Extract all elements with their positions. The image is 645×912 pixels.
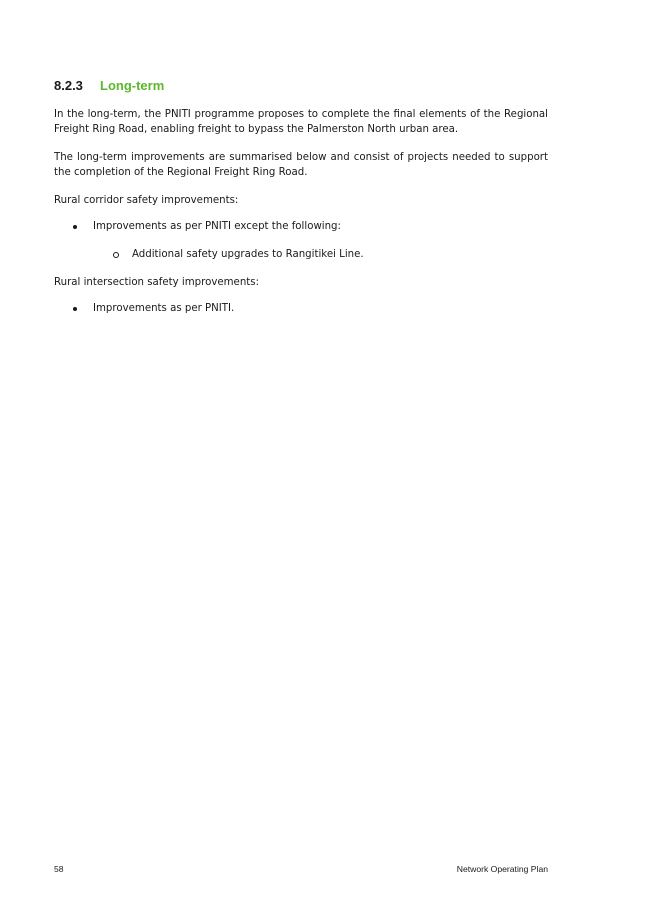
page-content bbox=[54, 78, 548, 329]
intro-paragraph: In the long-term, the PNITI programme proposes to complete the final elements of the Regional Freight Ring Road, enabling freight to bypass the Palmerston North urban area. bbox=[54, 109, 548, 135]
document-title: Network Operating Plan bbox=[456, 864, 548, 874]
summary-paragraph: The long-term improvements are summarised below and consist of projects needed to support the completion of the Regional Freight Ring Road. bbox=[54, 152, 548, 178]
section-number: 8.2.3 bbox=[54, 78, 83, 93]
hollow-bullet-icon bbox=[113, 252, 119, 258]
rural-corridor-heading: Rural corridor safety improvements: bbox=[54, 195, 239, 206]
section-title: Long-term bbox=[100, 78, 165, 93]
rural-intersection-list bbox=[54, 301, 548, 316]
section-heading bbox=[54, 78, 548, 93]
bullet-icon bbox=[73, 307, 77, 311]
list-item bbox=[54, 301, 548, 316]
sub-list-item bbox=[93, 247, 548, 262]
sub-list bbox=[93, 247, 548, 262]
list-item-text: Improvements as per PNITI except the following: bbox=[93, 221, 341, 232]
bullet-icon bbox=[73, 225, 77, 229]
list-item bbox=[54, 219, 548, 262]
rural-intersection-heading: Rural intersection safety improvements: bbox=[54, 277, 260, 288]
page-footer bbox=[54, 864, 548, 874]
page-number: 58 bbox=[54, 864, 64, 874]
rural-corridor-list bbox=[54, 219, 548, 262]
list-item-text: Improvements as per PNITI. bbox=[93, 303, 235, 314]
sub-list-item-text: Additional safety upgrades to Rangitikei Line. bbox=[132, 249, 364, 260]
